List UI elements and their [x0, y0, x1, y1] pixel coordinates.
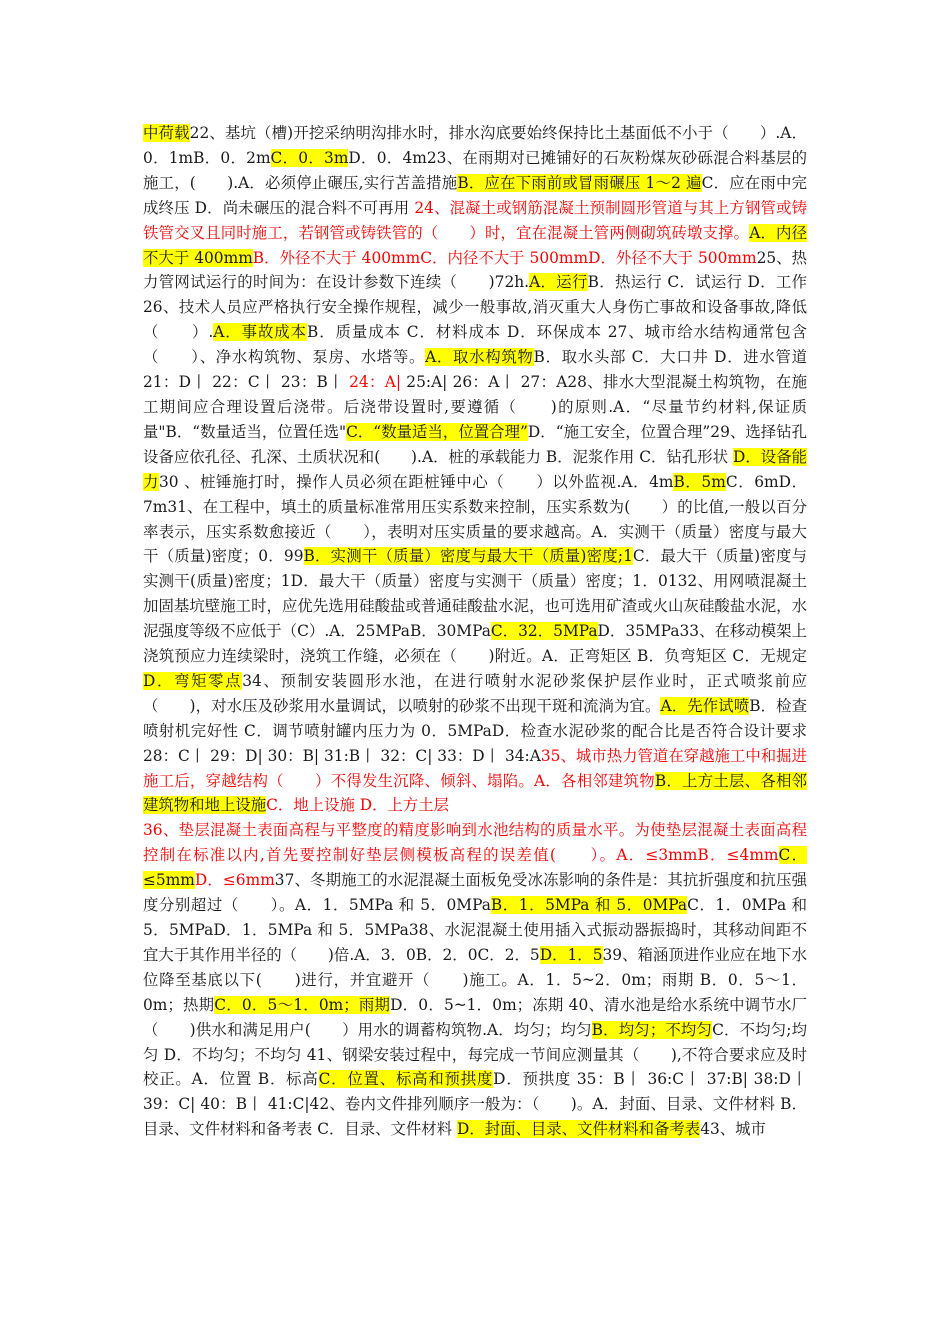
highlighted-answer: A．运行 [529, 273, 588, 292]
text-run: 43、城市 [700, 1120, 766, 1139]
red-question-text: B．外径不大于 400mmC．内径不大于 500mmD．外径不大于 500mm [252, 248, 757, 267]
text-run: D．预拱度 35：B丨 36:C丨 37:B| 38:D丨 39：C| 40：B丨 41:C|42、卷内文件排列顺序一般为：（ )。A．封面、目录、文件材料 B．目录、文件材料和备考表 C．目录、文件材料 [143, 1070, 807, 1139]
text-run: C．6mD．7m31、在工程中，填土的质量标准常用压实系数来控制，压实系数为( ）的比值,一般以百分率表示，压实系数愈接近（ ），表明对压实质量的要求越高。A．实测干（质量）密度与最大干（质量)密度；0．99 [143, 472, 807, 566]
highlighted-answer: D．封面、目录、文件材料和备考表 [456, 1120, 701, 1139]
document-body [143, 121, 807, 1142]
text-run: D．35MPa33、在移动模架上浇筑预应力连续梁时，浇筑工作缝，必须在（ )附近。A．正弯矩区 B．负弯矩区 C．无规定 [143, 622, 807, 666]
text-run: 25:A| 26：A丨 27：A28、排水大型混凝土构筑物，在施工期间应合理设置后浇带。后浇带设置时,要遵循（ )的原则.A．“尽量节约材料,保证质量"B．“数量适当，位置任选" [143, 373, 808, 441]
text-run: 22、基坑（槽)开挖采纳明沟排水时，排水沟底要始终保持比土基面低不小于（ ）.A．0．1mB．0．2m [143, 124, 807, 167]
highlighted-answer: D．弯矩零点 [143, 671, 243, 690]
highlighted-answer: 中荷载 [143, 124, 190, 142]
paragraph-q36-43 [143, 818, 807, 1142]
text-run: B．取水头部 C．大口井 D．进水管道 21：D丨 22：C丨 23：B丨 [143, 348, 807, 392]
highlighted-answer: B．实测干（质量）密度与最大干（质量)密度;1 [303, 547, 633, 566]
highlighted-answer: C．位置、标高和预拱度 [318, 1070, 494, 1089]
highlighted-answer: B．均匀；不均匀 [591, 1020, 713, 1039]
highlighted-answer: B．应在下雨前或冒雨碾压 1～2 遍 [457, 173, 702, 192]
red-question-text: 24、混凝土或钢筋混凝土预制圆形管道与其上方钢管或铸铁管交叉且同时施工，若钢管或铸铁管的（ ）时，宜在混凝土管两侧砌筑砖墩支撑。 [143, 198, 808, 242]
highlighted-answer: C．32．5MPa [490, 622, 598, 641]
highlighted-answer: A．取水构筑物 [425, 348, 534, 367]
text-run: 37、冬期施工的水泥混凝土面板免受冰冻影响的条件是：其抗折强度和抗压强度分别超过（ ）。A．1．5MPa 和 5．0MPa [143, 871, 808, 915]
text-run: D．0．5~1．0m；冻期 40、清水池是给水系统中调节水厂（ )供水和满足用户( ）用水的调蓄构筑物.A．均匀；均匀 [143, 995, 807, 1039]
text-run: B．质量成本 C．材料成本 D．环保成本 27、城市给水结构通常包含（ ）、净水构筑物、泵房、水塔等。 [143, 323, 807, 367]
highlighted-answer: D．1．5 [539, 945, 603, 964]
red-question-text: C．地上设施 D．上方土层 [266, 796, 450, 815]
red-question-text: D．≤6mm [194, 871, 275, 890]
highlighted-answer: A．事故成本 [213, 323, 307, 342]
highlighted-answer: A．内径不大于 400mm [143, 223, 807, 267]
red-question-text: 35、城市热力管道在穿越施工中和掘进施工后，穿越结构（ ）不得发生沉降、倾斜、塌陷。A．各相邻建筑物 [143, 746, 807, 790]
text-run: 34、预制安装圆形水池，在进行喷射水泥砂浆保护层作业时，正式喷浆前应（ )，对水压及砂浆用水量调试，以喷射的砂浆不出现干斑和流淌为宜。 [143, 671, 807, 715]
text-run: B．检查喷射机完好性 C．调节喷射罐内压力为 0．5MPaD．检查水泥砂浆的配合比是否符合设计要求 28：C丨 29：D| 30：B| 31:B丨 32：C| 33：D丨 34:A [143, 696, 807, 765]
highlighted-answer: C．≤5mm [143, 846, 808, 890]
text-run: D．“施工安全，位置合理”29、选择钻孔设备应依孔径、孔深、土质状况和( ).A．桩的承载能力 B．泥浆作用 C．钻孔形状 [143, 422, 807, 466]
text-run: C．最大干（质量)密度与实测干(质量)密度；1D．最大干（质量）密度与实测干（质量）密度；1．0132、用网喷混凝土加固基坑壁施工时，应优先选用硅酸盐或普通硅酸盐水泥，也可选用矿渣或火山灰硅酸盐水泥，水泥强度等级不应低于（C）.A．25MPaB．30MPa [143, 547, 807, 641]
highlighted-answer: C．“数量适当，位置合理” [346, 422, 528, 441]
text-run: 25、热力管网试运行的时间为：在设计参数下连续（ )72h. [143, 248, 808, 292]
highlighted-answer: C．0．5～1．0m；雨期 [214, 995, 391, 1014]
text-run: 30 、桩锤施打时，操作人员必须在距桩锤中心（ ）以外监视.A．4m [159, 472, 674, 491]
text-run: D．0．4m23、在雨期对已摊铺好的石灰粉煤灰砂砾混合料基层的施工，( ).A．必须停止碾压,实行苫盖措施 [143, 148, 807, 192]
text-run: C．应在雨中完成终压 D．尚未碾压的混合料不可再用 [143, 173, 807, 217]
highlighted-answer: C．0．3m [270, 148, 349, 167]
red-question-text: 36、垫层混凝土表面高程与平整度的精度影响到水池结构的质量水平。为使垫层混凝土表面高程控制在标准以内,首先要控制好垫层侧模板高程的误差值( ）。A．≤3mmB．≤4mm [143, 821, 807, 865]
highlighted-answer: A．先作试喷 [660, 696, 750, 715]
paragraph-q22-35 [143, 121, 807, 818]
red-question-text: 24：A| [349, 373, 402, 392]
highlighted-answer: D．设备能力 [143, 447, 807, 491]
text-run: C．1．0MPa 和 5．5MPaD．1．5MPa 和 5．5MPa38、水泥混凝土使用插入式振动器振捣时，其移动间距不宜大于其作用半径的（ )倍.A．3．0B．2．0C．2．5 [143, 896, 807, 964]
highlighted-answer: B．5m [673, 472, 726, 491]
highlighted-answer: B．1．5MPa 和 5．0MPa [490, 896, 688, 915]
text-run: C．不均匀;均匀 D．不均匀；不均匀 41、钢梁安装过程中，每完成一节间应测量其（ ),不符合要求应及时校正。A．位置 B．标高 [143, 1020, 807, 1089]
text-run: 39、箱涵顶进作业应在地下水位降至基底以下( )进行，并宜避开（ )施工。A．1．5~2．0m；雨期 B．0．5～1．0m；热期 [143, 945, 807, 1014]
highlighted-answer: B．上方土层、各相邻建筑物和地上设施 [143, 771, 807, 815]
text-run: B．热运行 C．试运行 D．工作 26、技术人员应严格执行安全操作规程，减少一般事故,消灭重大人身伤亡事故和设备事故,降低（ ）. [143, 273, 807, 342]
